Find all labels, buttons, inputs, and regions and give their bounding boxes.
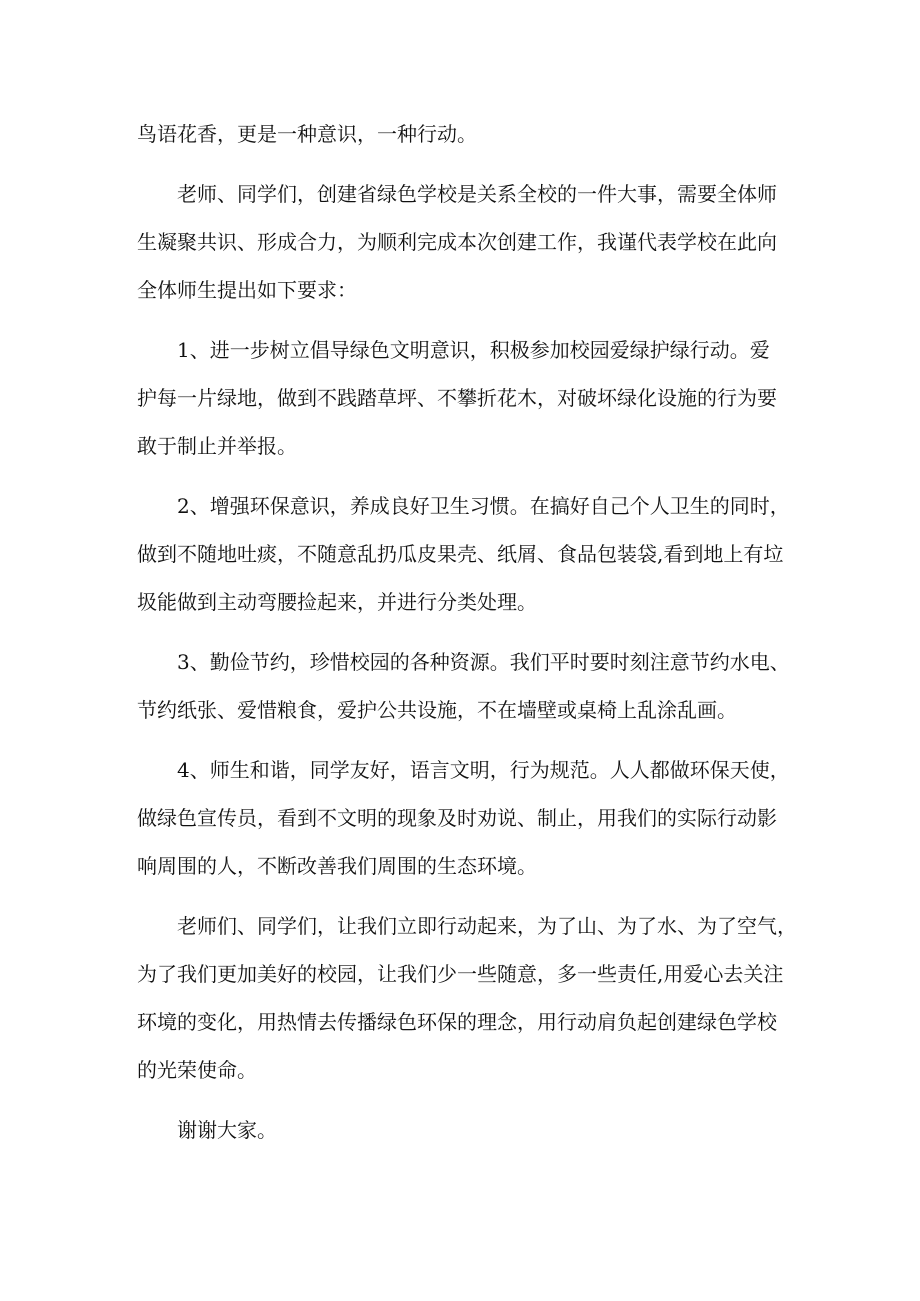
paragraph-8 xyxy=(137,1106,797,1154)
paragraph-line: 环境的变化，用热情去传播绿色环保的理念，用行动肩负起创建绿色学校 xyxy=(137,1010,777,1034)
paragraph-line: 响周围的人，不断改善我们周围的生态环境。 xyxy=(137,854,537,878)
paragraph-line: 做到不随地吐痰，不随意乱扔瓜皮果壳、纸屑、食品包装袋,看到地上有垃 xyxy=(137,542,784,566)
paragraph-line: 敢于制止并举报。 xyxy=(137,434,297,458)
paragraph-line: 生凝聚共识、形成合力，为顺利完成本次创建工作，我谨代表学校在此向 xyxy=(137,230,777,254)
paragraph-line: 鸟语花香，更是一种意识，一种行动。 xyxy=(137,122,477,146)
paragraph-line: 护每一片绿地，做到不践踏草坪、不攀折花木，对破坏绿化设施的行为要 xyxy=(137,386,777,410)
paragraph-line: 谢谢大家。 xyxy=(177,1118,277,1142)
paragraph-line: 为了我们更加美好的校园，让我们少一些随意，多一些责任,用爱心去关注 xyxy=(137,962,784,986)
paragraph-line: 老师们、同学们，让我们立即行动起来，为了山、为了水、为了空气， xyxy=(177,914,797,938)
paragraph-1 xyxy=(137,110,797,158)
speech-body xyxy=(137,110,797,1166)
paragraph-line: 2、增强环保意识，养成良好卫生习惯。在搞好自己个人卫生的同时， xyxy=(177,494,790,518)
paragraph-line: 圾能做到主动弯腰捡起来，并进行分类处理。 xyxy=(137,590,537,614)
paragraph-4 xyxy=(137,482,797,626)
paragraph-line: 老师、同学们，创建省绿色学校是关系全校的一件大事，需要全体师 xyxy=(177,182,777,206)
paragraph-5 xyxy=(137,638,797,734)
paragraph-line: 节约纸张、爱惜粮食，爱护公共设施，不在墙壁或桌椅上乱涂乱画。 xyxy=(137,698,737,722)
paragraph-line: 3、勤俭节约，珍惜校园的各种资源。我们平时要时刻注意节约水电、 xyxy=(177,650,790,674)
paragraph-line: 1、进一步树立倡导绿色文明意识，积极参加校园爱绿护绿行动。爱 xyxy=(177,338,770,362)
paragraph-6 xyxy=(137,746,797,890)
paragraph-line: 的光荣使命。 xyxy=(137,1058,257,1082)
paragraph-2 xyxy=(137,170,797,314)
paragraph-line: 做绿色宣传员，看到不文明的现象及时劝说、制止，用我们的实际行动影 xyxy=(137,806,777,830)
paragraph-3 xyxy=(137,326,797,470)
paragraph-7 xyxy=(137,902,797,1094)
paragraph-line: 4、师生和谐，同学友好，语言文明，行为规范。人人都做环保天使， xyxy=(177,758,790,782)
paragraph-line: 全体师生提出如下要求： xyxy=(137,278,357,302)
